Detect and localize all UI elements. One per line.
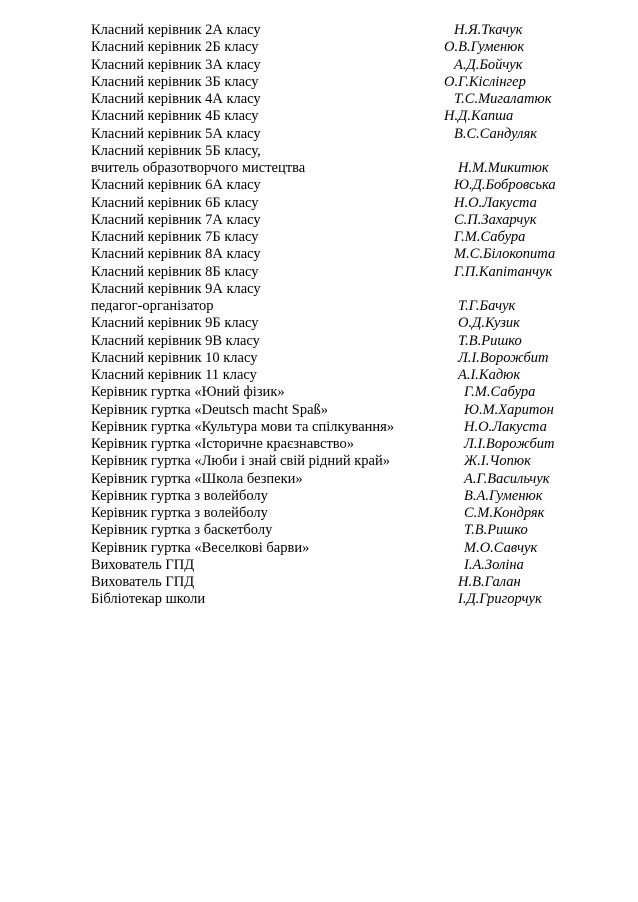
position-title: Класний керівник 6Б класу xyxy=(91,194,259,211)
list-item xyxy=(91,74,591,91)
person-name: В.А.Гуменюк xyxy=(464,487,543,504)
list-item xyxy=(91,160,591,177)
position-title: Класний керівник 8А класу xyxy=(91,246,261,263)
person-name: М.С.Білокопита xyxy=(454,246,556,263)
staff-list xyxy=(91,22,591,609)
list-item xyxy=(91,229,591,246)
list-item xyxy=(91,402,591,419)
position-title: Керівник гуртка з волейболу xyxy=(91,487,268,504)
list-item xyxy=(91,505,591,522)
list-item xyxy=(91,471,591,488)
person-name: Н.М.Микитюк xyxy=(458,160,549,176)
position-title: Класний керівник 10 класу xyxy=(91,349,258,366)
list-item xyxy=(91,143,591,160)
list-item xyxy=(91,22,591,39)
person-name: Г.М.Сабура xyxy=(464,384,536,401)
list-item xyxy=(91,522,591,539)
person-name: Л.І.Ворожбит xyxy=(458,349,549,366)
position-title: Керівник гуртка «Юний фізик» xyxy=(91,384,285,401)
person-name: Т.Г.Бачук xyxy=(458,298,516,314)
list-item xyxy=(91,315,591,332)
list-item xyxy=(91,488,591,505)
position-title: Класний керівник 2Б класу xyxy=(91,39,259,56)
position-title: Класний керівник 2А класу xyxy=(91,22,261,38)
position-title: Класний керівник 9В класу xyxy=(91,332,260,349)
position-title: Керівник гуртка «Deutsch macht Spaß» xyxy=(91,401,329,418)
list-item xyxy=(91,246,591,263)
person-name: А.І.Кадюк xyxy=(458,367,521,383)
position-title: Керівник гуртка «Веселкові барви» xyxy=(91,539,310,556)
person-name: І.Д.Григорчук xyxy=(458,591,542,608)
position-title: Керівник гуртка «Школа безпеки» xyxy=(91,470,303,487)
person-name: Н.В.Галан xyxy=(458,574,521,590)
position-title: Керівник гуртка «Люби і знай свій рідний край» xyxy=(91,453,390,470)
person-name: Ю.М.Харитон xyxy=(464,401,554,418)
position-title: Класний керівник 9А класу xyxy=(91,280,261,297)
person-name: Л.І.Ворожбит xyxy=(464,436,555,452)
person-name: В.С.Сандуляк xyxy=(454,125,538,142)
position-title: Класний керівник 11 класу xyxy=(91,367,257,383)
list-item xyxy=(91,177,591,194)
person-name: О.Д.Кузик xyxy=(458,315,520,332)
position-title: Класний керівник 4Б класу xyxy=(91,108,259,125)
person-name: С.П.Захарчук xyxy=(454,211,537,228)
list-item xyxy=(91,281,591,298)
position-title: Керівник гуртка з волейболу xyxy=(91,505,268,521)
position-title: Класний керівник 5Б класу, xyxy=(91,142,261,159)
position-title: Класний керівник 3А класу xyxy=(91,56,261,73)
list-item xyxy=(91,419,591,436)
position-title: вчитель образотворчого мистецтва xyxy=(91,160,306,176)
list-item xyxy=(91,108,591,125)
position-title: Керівник гуртка з баскетболу xyxy=(91,522,273,539)
person-name: А.Д.Бойчук xyxy=(454,56,523,73)
list-item xyxy=(91,264,591,281)
list-item xyxy=(91,57,591,74)
person-name: Ю.Д.Бобровська xyxy=(454,177,556,194)
position-title: Класний керівник 3Б класу xyxy=(91,73,259,90)
list-item xyxy=(91,126,591,143)
position-title: Класний керівник 5А класу xyxy=(91,125,261,142)
list-item xyxy=(91,436,591,453)
position-title: педагог-організатор xyxy=(91,298,214,314)
person-name: О.Г.Кіслінгер xyxy=(444,73,526,90)
person-name: Н.Д.Капша xyxy=(444,108,514,125)
person-name: А.Г.Васильчук xyxy=(464,470,550,487)
person-name: Ж.І.Чопюк xyxy=(464,453,531,470)
person-name: О.В.Гуменюк xyxy=(444,39,525,56)
position-title: Класний керівник 6А класу xyxy=(91,177,261,194)
person-name: Н.О.Лакуста xyxy=(454,194,537,211)
person-name: Г.М.Сабура xyxy=(454,229,526,245)
list-item xyxy=(91,540,591,557)
position-title: Керівник гуртка «Історичне краєзнавство» xyxy=(91,436,355,452)
list-item xyxy=(91,212,591,229)
position-title: Вихователь ГПД xyxy=(91,574,195,590)
list-item xyxy=(91,557,591,574)
position-title: Класний керівник 4А класу xyxy=(91,91,261,107)
list-item xyxy=(91,195,591,212)
position-title: Керівник гуртка «Культура мови та спілкування» xyxy=(91,418,395,435)
list-item xyxy=(91,333,591,350)
person-name: Г.П.Капітанчук xyxy=(454,263,553,280)
position-title: Класний керівник 7А класу xyxy=(91,211,261,228)
person-name: Н.Я.Ткачук xyxy=(454,22,523,38)
position-title: Класний керівник 8Б класу xyxy=(91,263,259,280)
list-item xyxy=(91,574,591,591)
position-title: Класний керівник 9Б класу xyxy=(91,315,259,332)
person-name: Т.С.Мигалатюк xyxy=(454,91,552,107)
list-item xyxy=(91,298,591,315)
position-title: Бібліотекар школи xyxy=(91,591,206,608)
list-item xyxy=(91,384,591,401)
list-item xyxy=(91,453,591,470)
position-title: Вихователь ГПД xyxy=(91,556,195,573)
person-name: І.А.Золіна xyxy=(464,556,524,573)
person-name: Т.В.Ришко xyxy=(458,332,522,349)
position-title: Класний керівник 7Б класу xyxy=(91,229,259,245)
list-item xyxy=(91,91,591,108)
person-name: С.М.Кондряк xyxy=(464,505,545,521)
list-item xyxy=(91,350,591,367)
list-item xyxy=(91,367,591,384)
person-name: Н.О.Лакуста xyxy=(464,418,547,435)
list-item xyxy=(91,591,591,608)
person-name: Т.В.Ришко xyxy=(464,522,528,539)
list-item xyxy=(91,39,591,56)
person-name: М.О.Савчук xyxy=(464,539,538,556)
